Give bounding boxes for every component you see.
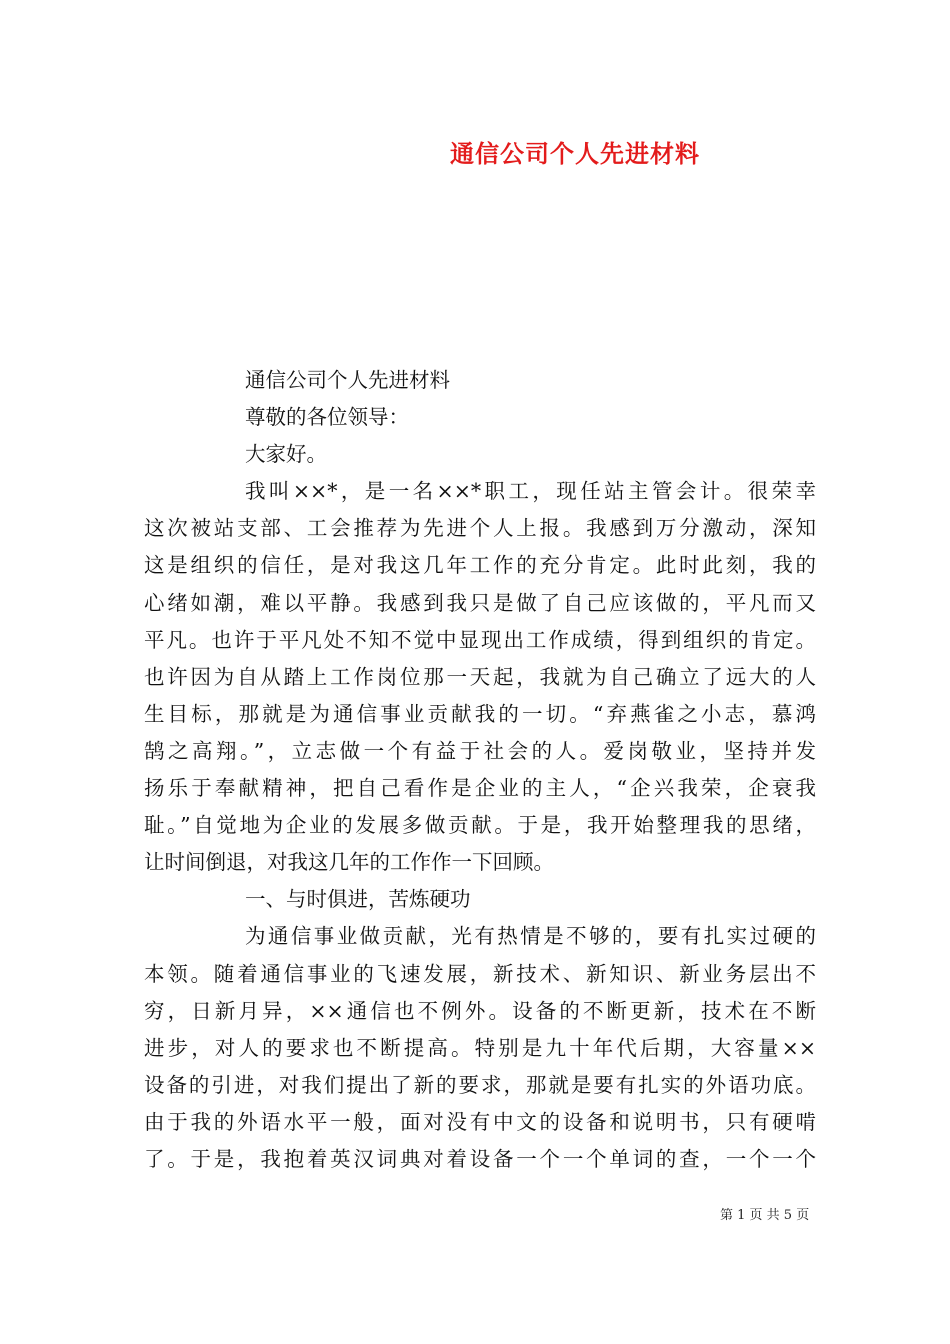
body-line: 通信公司个人先进材料: [245, 368, 450, 392]
body-line: 为通信事业做贡献，光有热情是不够的，要有扎实过硬的: [245, 924, 816, 949]
body-line: 进步，对人的要求也不断提高。特别是九十年代后期，大容量××: [144, 1035, 816, 1060]
body-line: 生目标，那就是为通信事业贡献我的一切。“弃燕雀之小志，慕鸿: [144, 701, 816, 726]
body-line: 本领。随着通信事业的飞速发展，新技术、新知识、新业务层出不: [144, 961, 816, 986]
page-number: 第 1 页 共 5 页: [720, 1208, 810, 1223]
section-heading: 一、与时俱进，苦炼硬功: [245, 887, 471, 912]
body-line: 穷，日新月异，××通信也不例外。设备的不断更新，技术在不断: [144, 998, 816, 1023]
body-line: 鹄之高翔。”，立志做一个有益于社会的人。爱岗敬业，坚持并发: [144, 738, 816, 763]
body-line: 设备的引进，对我们提出了新的要求，那就是要有扎实的外语功底。: [144, 1072, 816, 1097]
body-line: 心绪如潮，难以平静。我感到我只是做了自己应该做的，平凡而又: [144, 590, 816, 615]
body-line: 耻。”自觉地为企业的发展多做贡献。于是，我开始整理我的思绪，: [144, 813, 816, 838]
body-line: 扬乐于奉献精神，把自己看作是企业的主人，“企兴我荣，企衰我: [144, 776, 816, 801]
body-line: 也许因为自从踏上工作岗位那一天起，我就为自己确立了远大的人: [144, 664, 816, 689]
body-line: 大家好。: [245, 442, 327, 467]
body-line: 这次被站支部、工会推荐为先进个人上报。我感到万分激动，深知: [144, 516, 816, 541]
body-line: 让时间倒退，对我这几年的工作作一下回顾。: [144, 850, 554, 875]
body-line: 平凡。也许于平凡处不知不觉中显现出工作成绩，得到组织的肯定。: [144, 627, 816, 652]
document-body: [144, 362, 816, 1178]
body-line: 尊敬的各位领导：: [245, 405, 409, 430]
page-title: 通信公司个人先进材料: [450, 139, 700, 168]
body-line: 了。于是，我抱着英汉词典对着设备一个一个单词的查，一个一个: [144, 1146, 816, 1171]
body-line: 这是组织的信任，是对我这几年工作的充分肯定。此时此刻，我的: [144, 553, 816, 578]
body-line: 我叫××*，是一名××*职工，现任站主管会计。很荣幸: [245, 479, 816, 504]
body-line: 由于我的外语水平一般，面对没有中文的设备和说明书，只有硬啃: [144, 1109, 816, 1134]
